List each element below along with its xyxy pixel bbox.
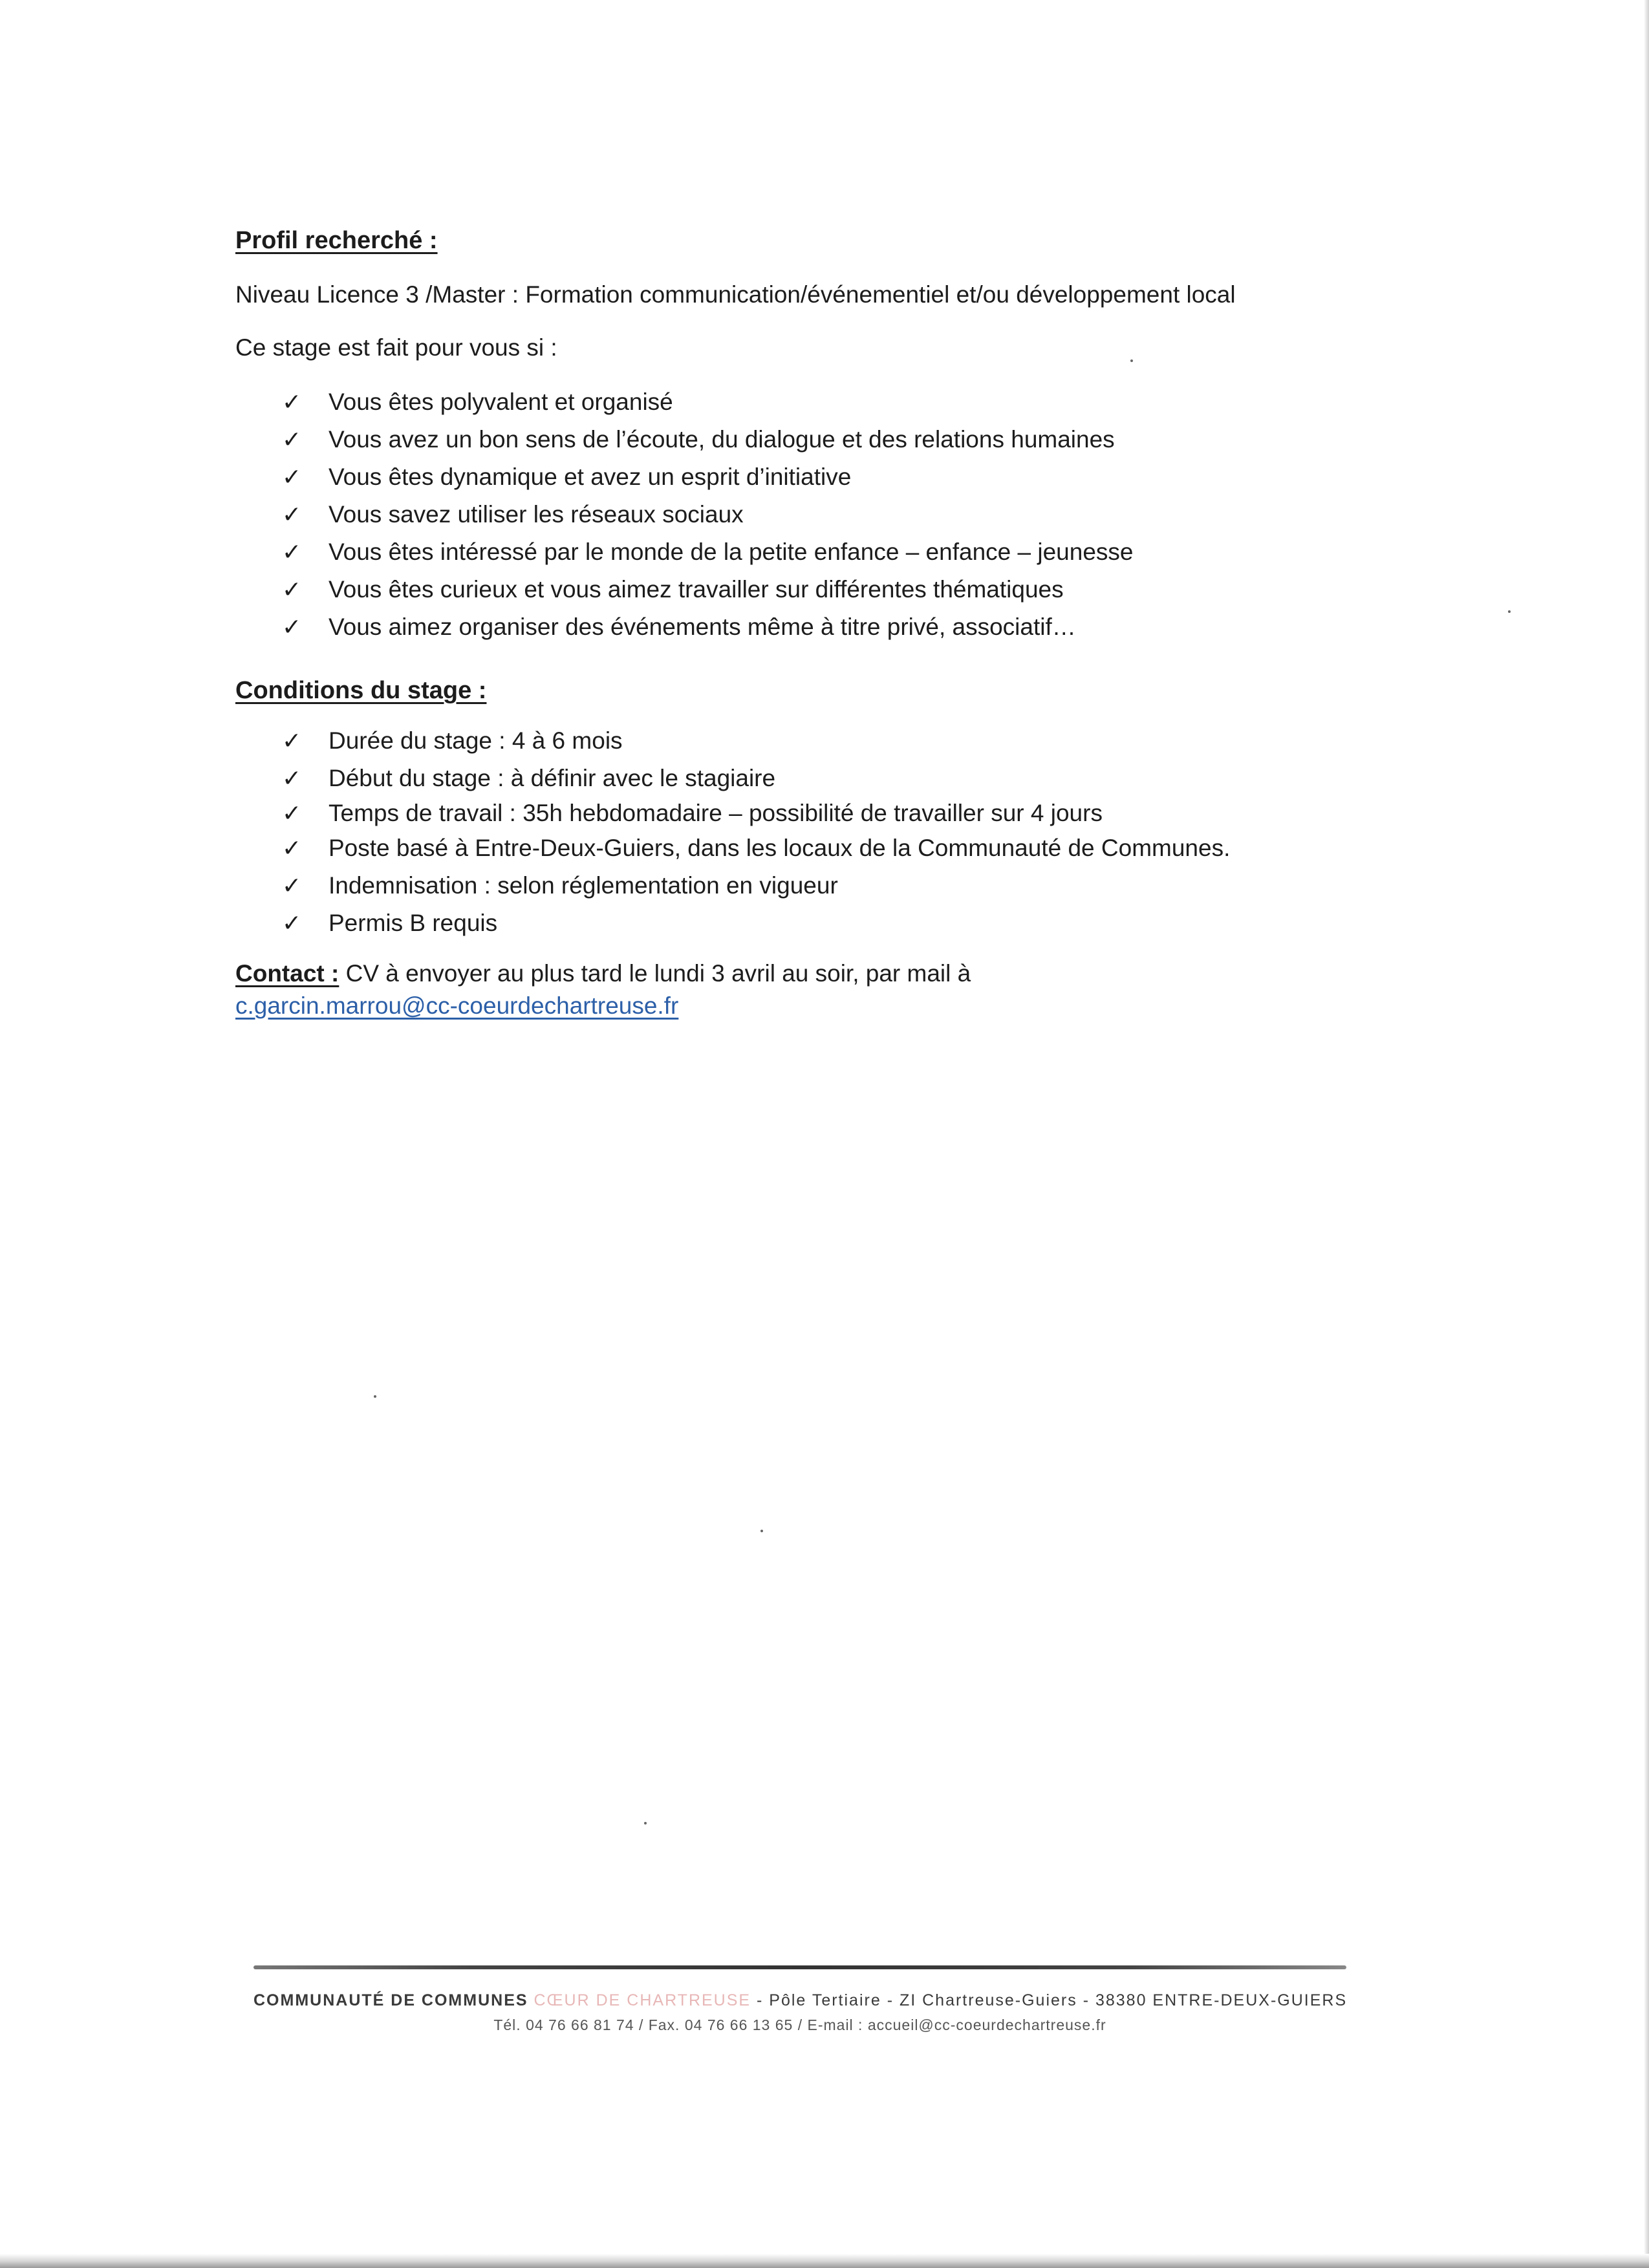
- list-item: [235, 834, 1464, 872]
- list-item-text: Vous avez un bon sens de l’écoute, du dialogue et des relations humaines: [329, 426, 1115, 453]
- profil-checklist: [235, 388, 1464, 650]
- check-icon: ✓: [282, 501, 302, 528]
- letterhead-footer: [253, 1965, 1346, 2034]
- scan-speck: [1130, 359, 1133, 362]
- check-icon: ✓: [282, 614, 302, 641]
- list-item: [235, 727, 1464, 764]
- check-icon: ✓: [282, 576, 302, 603]
- list-item: [235, 799, 1464, 834]
- list-item: [235, 388, 1464, 425]
- contact-email-link[interactable]: c.garcin.marrou@cc-coeurdechartreuse.fr: [235, 992, 679, 1020]
- profil-section: [235, 226, 1464, 650]
- footer-address: - Pôle Tertiaire - ZI Chartreuse-Guiers - 38380 ENTRE-DEUX-GUIERS: [751, 1991, 1348, 2009]
- niveau-text: Niveau Licence 3 /Master : Formation communication/événementiel et/ou développement local: [235, 281, 1236, 308]
- check-icon: ✓: [282, 389, 302, 416]
- conditions-heading: Conditions du stage :: [235, 677, 487, 705]
- footer-brand-name: CŒUR DE CHARTREUSE: [534, 1991, 751, 2009]
- contact-section: [235, 959, 1464, 1021]
- conditions-section: [235, 676, 1464, 947]
- check-icon: ✓: [282, 764, 302, 791]
- list-item-text: Vous êtes polyvalent et organisé: [329, 389, 673, 416]
- list-item-text: Durée du stage : 4 à 6 mois: [329, 727, 623, 754]
- check-icon: ✓: [282, 872, 302, 899]
- document-body: [235, 226, 1464, 1021]
- list-item-text: Vous êtes dynamique et avez un esprit d’initiative: [329, 464, 852, 491]
- list-item: [235, 909, 1464, 947]
- contact-text: CV à envoyer au plus tard le lundi 3 avril au soir, par mail à: [339, 959, 971, 987]
- check-icon: ✓: [282, 464, 302, 491]
- profil-intro: Ce stage est fait pour vous si :: [235, 334, 557, 361]
- list-item-text: Vous êtes intéressé par le monde de la petite enfance – enfance – jeunesse: [329, 539, 1134, 566]
- scan-speck: [760, 1530, 763, 1532]
- footer-org-name: COMMUNAUTÉ DE COMMUNES: [253, 1991, 528, 2009]
- scan-edge-right: [1644, 0, 1649, 2268]
- list-item: [235, 613, 1464, 650]
- list-item: [235, 425, 1464, 463]
- list-item-text: Temps de travail : 35h hebdomadaire – possibilité de travailler sur 4 jours: [329, 799, 1103, 826]
- footer-contact-line: Tél. 04 76 66 81 74 / Fax. 04 76 66 13 65 / E-mail : accueil@cc-coeurdechartreuse.fr: [493, 2017, 1106, 2033]
- scan-speck: [644, 1822, 647, 1824]
- contact-line: [235, 959, 1464, 988]
- check-icon: ✓: [282, 727, 302, 754]
- list-item-text: Poste basé à Entre-Deux-Guiers, dans les locaux de la Communauté de Communes.: [329, 834, 1231, 861]
- contact-label: Contact :: [235, 959, 339, 987]
- list-item-text: Vous aimez organiser des événements même à titre privé, associatif…: [329, 614, 1076, 641]
- check-icon: ✓: [282, 426, 302, 453]
- list-item-text: Début du stage : à définir avec le stagiaire: [329, 764, 776, 791]
- list-item-text: Indemnisation : selon réglementation en vigueur: [329, 872, 838, 899]
- conditions-checklist: [235, 727, 1464, 947]
- list-item-text: Vous êtes curieux et vous aimez travailler sur différentes thématiques: [329, 576, 1064, 603]
- list-item: [235, 575, 1464, 613]
- list-item: [235, 500, 1464, 538]
- footer-divider: [253, 1965, 1346, 1969]
- list-item: [235, 463, 1464, 500]
- scan-edge-bottom: [0, 2254, 1649, 2268]
- list-item-text: Permis B requis: [329, 909, 498, 936]
- list-item: [235, 872, 1464, 909]
- check-icon: ✓: [282, 834, 302, 861]
- list-item: [235, 764, 1464, 799]
- check-icon: ✓: [282, 799, 302, 826]
- scan-speck: [374, 1395, 376, 1398]
- check-icon: ✓: [282, 539, 302, 566]
- list-item-text: Vous savez utiliser les réseaux sociaux: [329, 501, 744, 528]
- scan-speck: [1508, 610, 1511, 613]
- check-icon: ✓: [282, 909, 302, 936]
- list-item: [235, 538, 1464, 575]
- footer-address-line: [253, 1991, 1346, 2010]
- profil-heading: Profil recherché :: [235, 227, 438, 254]
